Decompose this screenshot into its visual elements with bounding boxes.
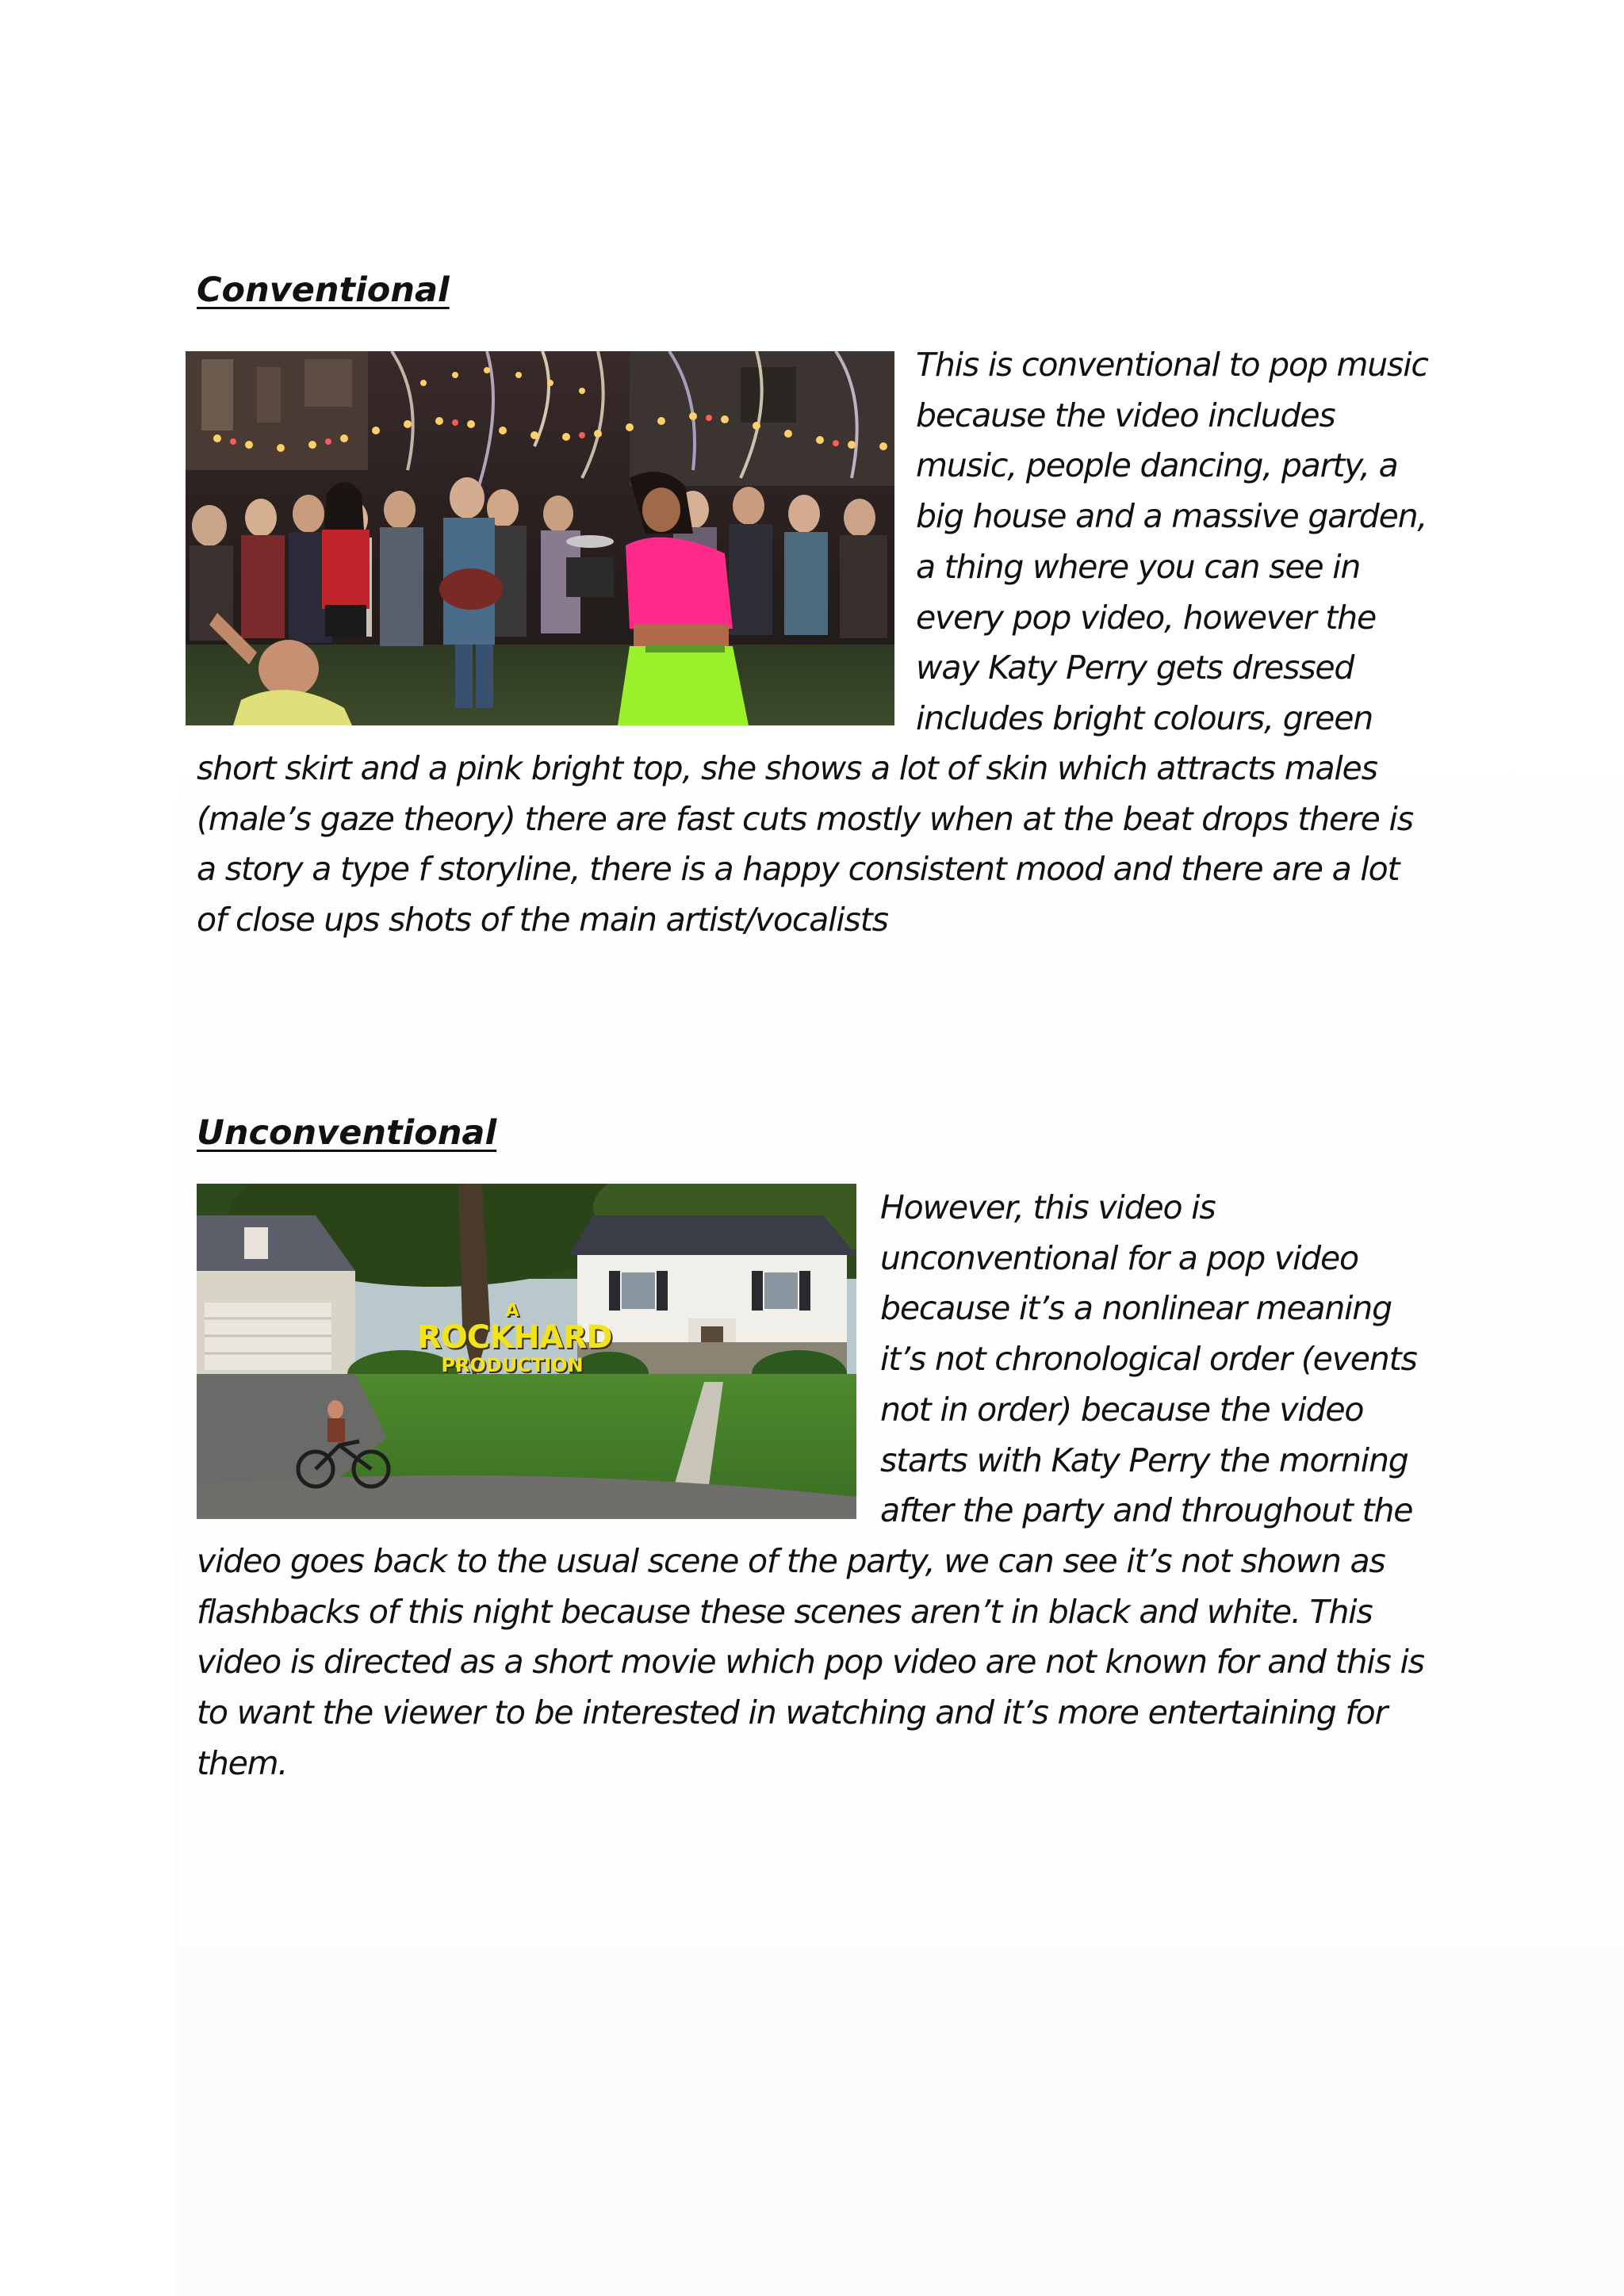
text-line: because the video includes <box>916 396 1335 434</box>
text-line: way Katy Perry gets dressed <box>916 649 1354 687</box>
text-line: of close ups shots of the main artist/vocalists <box>197 901 888 939</box>
text-line: video goes back to the usual scene of the party, we can see it’s not shown as <box>197 1542 1385 1580</box>
text-line: starts with Katy Perry the morning <box>880 1441 1408 1479</box>
title-card-main: ROCKHARD <box>417 1319 612 1356</box>
text-line: them. <box>197 1743 288 1782</box>
conventional-side-text <box>916 340 1428 744</box>
conventional-full-text <box>197 744 1434 946</box>
text-line: a story a type f storyline, there is a happy consistent mood and there are a lot <box>197 850 1400 889</box>
text-line: big house and a massive garden, <box>916 497 1427 536</box>
text-line: However, this video is <box>880 1188 1216 1226</box>
text-line: short skirt and a pink bright top, she shows a lot of skin which attracts males <box>197 749 1377 787</box>
text-line: every pop video, however the <box>916 598 1376 637</box>
text-line: it’s not chronological order (events <box>880 1340 1417 1379</box>
title-card-bottom: PRODUCTION <box>441 1354 584 1376</box>
text-line: (male’s gaze theory) there are fast cuts mostly when at the beat drops there is <box>197 799 1413 838</box>
text-line: after the party and throughout the <box>880 1491 1413 1530</box>
section-heading-unconventional: Unconventional <box>197 1113 497 1153</box>
section-heading-conventional: Conventional <box>197 270 450 310</box>
text-line: music, people dancing, party, a <box>916 446 1398 485</box>
text-line: video is directed as a short movie which pop video are not known for and this is <box>197 1643 1424 1682</box>
title-card-top: A <box>505 1301 519 1321</box>
text-line: This is conventional to pop music <box>916 346 1428 384</box>
text-line: to want the viewer to be interested in watching and it’s more entertaining for <box>197 1693 1388 1732</box>
title-card <box>417 1301 612 1376</box>
text-line: includes bright colours, green <box>916 698 1373 737</box>
text-line: not in order) because the video <box>880 1390 1364 1429</box>
unconventional-full-text <box>197 1536 1434 1789</box>
text-line: flashbacks of this night because these scenes aren’t in black and white. This <box>197 1592 1373 1631</box>
text-line: because it’s a nonlinear meaning <box>880 1289 1392 1328</box>
unconventional-side-text <box>880 1183 1417 1536</box>
suburban-house-image <box>197 1184 856 1519</box>
text-line: unconventional for a pop video <box>880 1238 1358 1277</box>
text-line: a thing where you can see in <box>916 547 1361 586</box>
party-scene-image <box>186 351 894 725</box>
